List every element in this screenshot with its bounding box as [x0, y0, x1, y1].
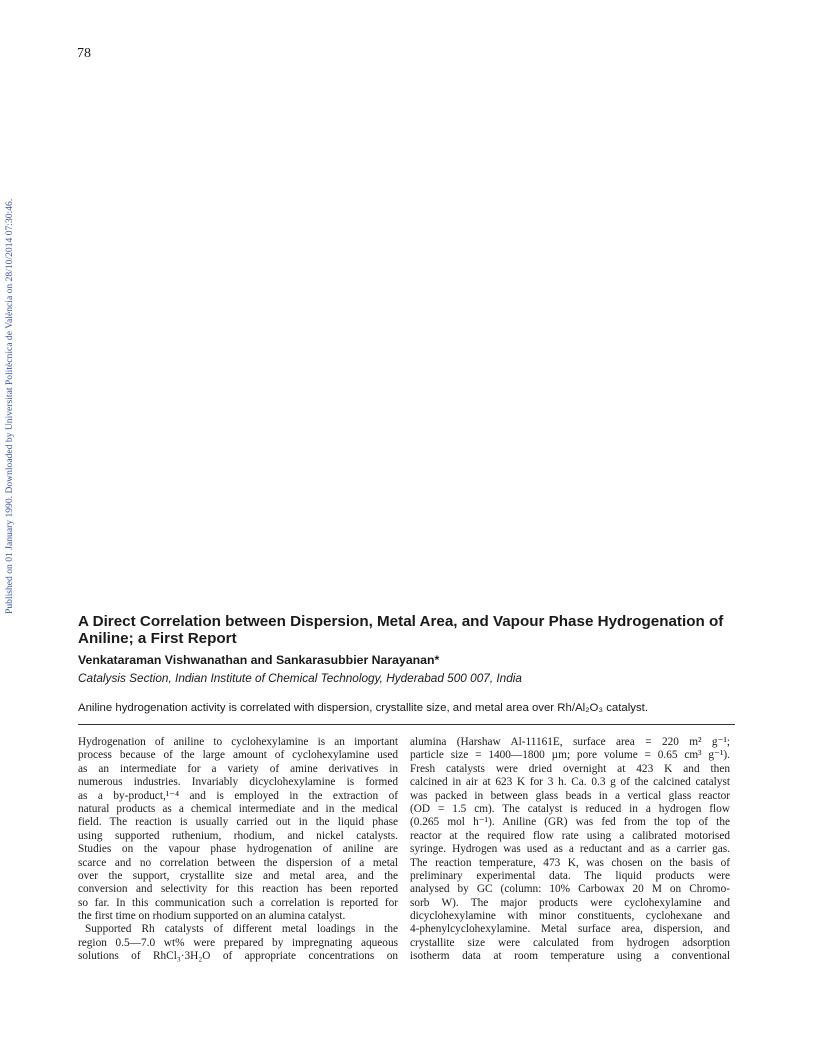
body-line: 4-phenylcyclohexylamine. Metal surface area, dispersion, and [410, 923, 730, 936]
body-line: (OD = 1.5 cm). The catalyst is reduced in a hydrogen flow [410, 802, 730, 815]
body-line: region 0.5—7.0 wt% were prepared by impregnating aqueous [78, 936, 398, 949]
body-line: field. The reaction is usually carried out in the liquid phase [78, 816, 398, 829]
body-line: particle size = 1400—1800 µm; pore volume = 0.65 cm³ g⁻¹). [410, 749, 730, 762]
body-line: conversion and selectivity for this reaction has been reported [78, 883, 398, 896]
body-line: so far. In this communication such a correlation is reported for [78, 896, 398, 909]
body-line: sorb W). The major products were cyclohexylamine and [410, 896, 730, 909]
body-line: was packed in between glass beads in a vertical glass reactor [410, 789, 730, 802]
body-right-column [410, 736, 730, 964]
body-line: numerous industries. Invariably dicyclohexylamine is formed [78, 776, 398, 789]
body-line: the first time on rhodium supported on an alumina catalyst. [78, 910, 346, 923]
body-line: preliminary experimental data. The liquid products were [410, 869, 730, 882]
body-line: alumina (Harshaw Al-11161E, surface area = 220 m² g⁻¹; [410, 736, 730, 748]
body-line: syringe. Hydrogen was used as a reductant and as a carrier gas. [410, 843, 730, 856]
article-authors: Venkataraman Vishwanathan and Sankarasubbier Narayanan* [78, 653, 440, 667]
abstract-divider [78, 724, 735, 725]
body-line: calcined in air at 623 K for 3 h. Ca. 0.3 g of the calcined catalyst [410, 776, 730, 789]
abstract: Aniline hydrogenation activity is correlated with dispersion, crystallite size, and metal area over Rh/Al₂O₃ catalyst. [78, 702, 648, 714]
article-title: A Direct Correlation between Dispersion, Metal Area, and Vapour Phase Hydrogenation of Aniline; a First Report [78, 613, 724, 647]
body-line: Studies on the vapour phase hydrogenation of aniline are [78, 843, 398, 856]
body-line: Supported Rh catalysts of different metal loadings in the [85, 923, 398, 936]
body-line: Hydrogenation of aniline to cyclohexylamine is an important [78, 736, 398, 748]
body-line: analysed by GC (column: 10% Carbowax 20 M on Chromo- [410, 883, 730, 896]
body-line: using supported ruthenium, rhodium, and nickel catalysts. [78, 829, 398, 842]
body-line: crystallite size were calculated from hydrogen adsorption [410, 936, 730, 949]
author-affiliation: Catalysis Section, Indian Institute of Chemical Technology, Hyderabad 500 007, India [78, 671, 522, 685]
body-line: as an intermediate for a variety of amine derivatives in [78, 762, 398, 775]
body-line: natural products as a chemical intermediate and in the medical [78, 802, 398, 815]
page-number: 78 [77, 46, 91, 61]
body-line: process because of the large amount of cyclohexylamine used [78, 749, 398, 762]
body-line: scarce and no correlation between the dispersion of a metal [78, 856, 398, 869]
body-line: Fresh catalysts were dried overnight at 423 K and then [410, 762, 730, 775]
body-left-column [78, 736, 398, 964]
body-line: isotherm data at room temperature using a conventional [410, 950, 730, 963]
body-line: as a by-product,¹⁻⁴ and is employed in the extraction of [78, 789, 398, 802]
body-line: (0.265 mol h⁻¹). Aniline (GR) was fed from the top of the [410, 816, 730, 829]
body-line: solutions of RhCl₃·3H₂O of appropriate concentrations on [78, 950, 398, 963]
body-line: The reaction temperature, 473 K, was chosen on the basis of [410, 856, 730, 869]
body-line: over the support, crystallite size and metal area, and the [78, 869, 398, 882]
body-line: dicyclohexylamine with minor constituents, cyclohexane and [410, 910, 730, 923]
body-line: reactor at the required flow rate using a calibrated motorised [410, 829, 730, 842]
download-notice: Published on 01 January 1990. Downloaded by Universitat Politècnica de València on 28/10/2014 07:30:46. [4, 198, 15, 615]
